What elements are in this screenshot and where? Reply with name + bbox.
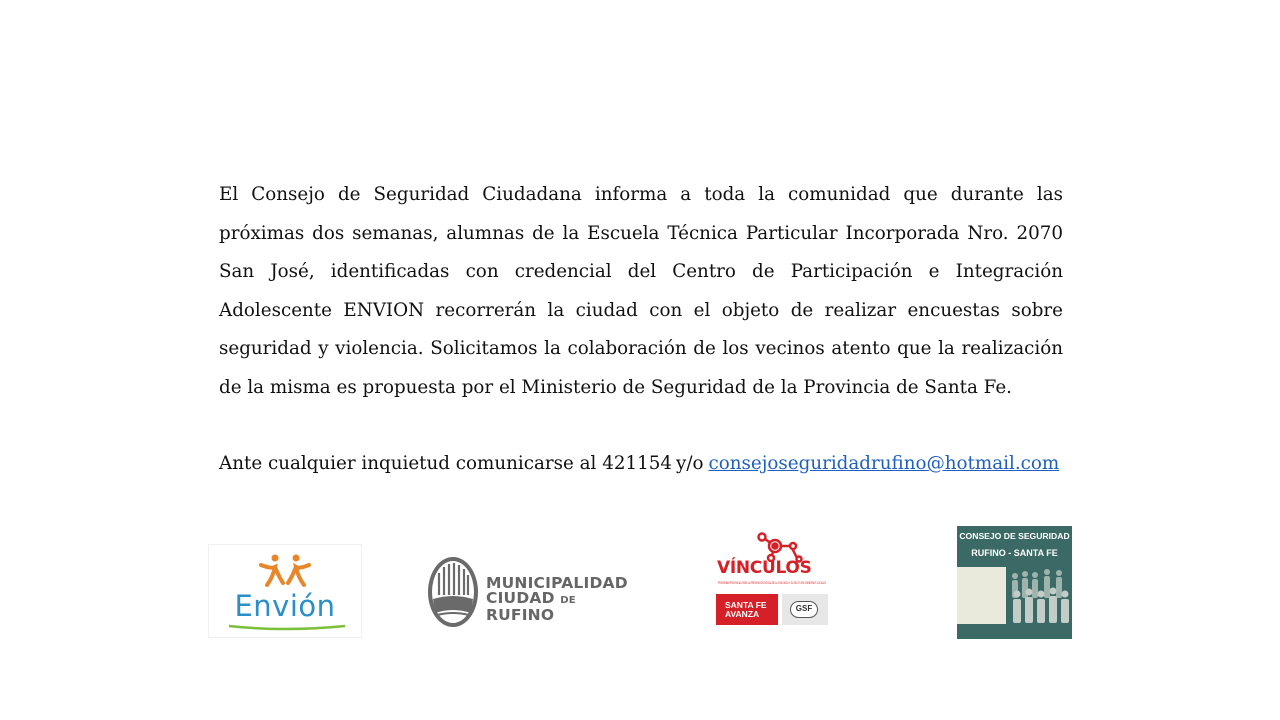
municipalidad-rufino: RUFINO xyxy=(486,606,555,624)
municipalidad-line1: MUNICIPALIDAD xyxy=(486,574,628,592)
consejo-line1: CONSEJO DE SEGURIDAD xyxy=(959,531,1070,541)
municipalidad-de: DE xyxy=(560,595,576,606)
vinculos-fine-print-text: PROGRAMA PROVINCIAL PARA LA PREVENCIÓN SOCIAL DE LA VIOLENCIA Y EL DELITO EN GOBIERNOS LOCALES xyxy=(718,581,894,585)
consejo-bottom-bar xyxy=(957,624,1072,639)
santa-fe-line2: AVANZA xyxy=(725,609,760,619)
contact-line xyxy=(219,445,1059,483)
vinculos-wordmark: VÍNCULOS xyxy=(717,558,812,578)
consejo-header xyxy=(957,526,1072,567)
vinculos-logo xyxy=(714,532,894,628)
people-group-icon xyxy=(957,564,1072,626)
santa-fe-line1: SANTA FE xyxy=(725,600,767,610)
notice-text-block xyxy=(219,176,1063,407)
consejo-line2: RUFINO - SANTA FE xyxy=(971,548,1058,558)
notice-paragraph: El Consejo de Seguridad Ciudadana informa a toda la comunidad que durante las próximas dos semanas, alumnas de la Escuela Técnica Particular Incorporada Nro. 2070 San José, identificadas con credencial del Centro de Participación e Integración Adolescente ENVION recorrerán la ciudad con el objeto de realizar encuestas sobre seguridad y violencia. Solicitamos la colaboración de los vecinos atento que la realización de la misma es propuesta por el Ministerio de Seguridad de la Provincia de Santa Fe. xyxy=(219,184,1063,398)
municipalidad-logo xyxy=(425,555,640,630)
gsf-box xyxy=(782,594,828,625)
contact-email-link[interactable]: consejoseguridadrufino@hotmail.com xyxy=(708,453,1060,474)
consejo-seguridad-logo xyxy=(957,526,1072,639)
vinculos-fine-print xyxy=(718,579,894,589)
envion-wordmark: Envión xyxy=(234,589,336,623)
envion-swoosh-icon xyxy=(209,623,361,633)
gsf-badge: GSF xyxy=(790,601,818,618)
santa-fe-avanza-badge xyxy=(716,594,778,625)
contact-joiner: y/o xyxy=(676,453,704,474)
contact-prefix: Ante cualquier inquietud comunicarse al xyxy=(219,453,603,474)
municipalidad-line2 xyxy=(486,591,640,623)
municipalidad-text xyxy=(486,576,640,623)
contact-phone: 421154 xyxy=(602,453,673,474)
municipalidad-ciudad: CIUDAD xyxy=(486,589,561,607)
municipalidad-emblem-icon xyxy=(425,555,481,630)
envion-logo xyxy=(209,545,361,637)
